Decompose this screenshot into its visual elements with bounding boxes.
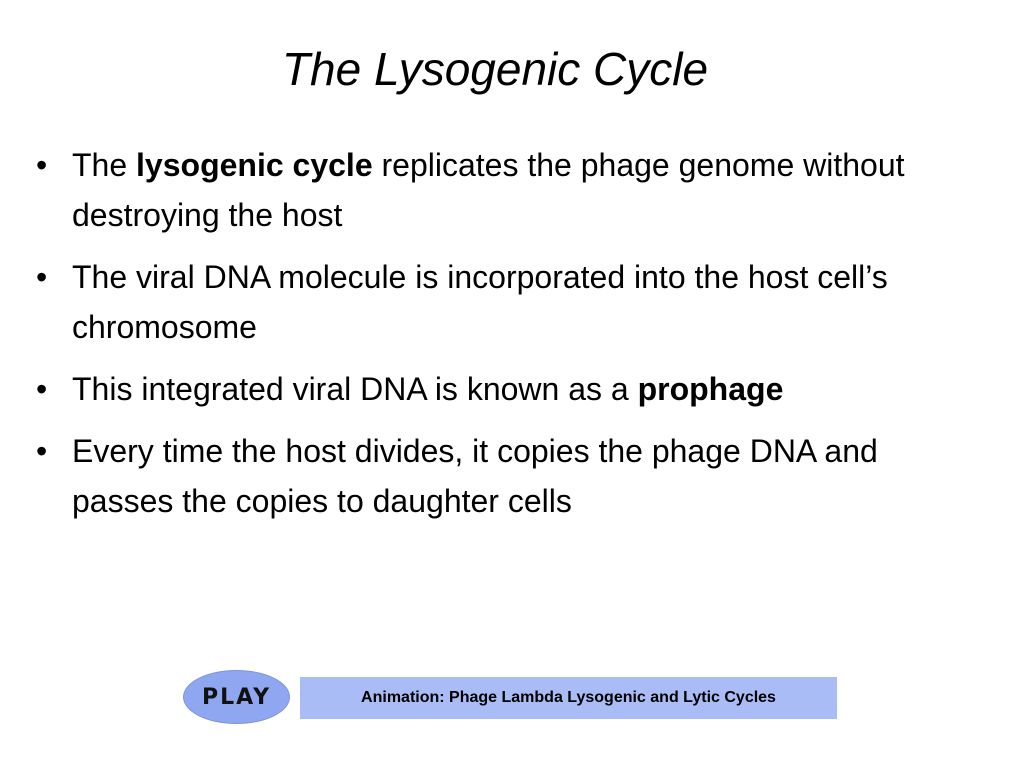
bullet-item-viral-dna [30,252,950,352]
bullet-bold-term: prophage [637,371,784,407]
bullet-dot: • [36,147,48,183]
bullet-text-start: The [72,147,137,183]
bullet-text: The viral DNA molecule is incorporated into the host cell’s chromosome [72,259,888,345]
bullet-text: Every time the host divides, it copies the phage DNA and passes the copies to daughter cells [72,433,878,519]
bullet-item-prophage [30,364,950,414]
animation-link[interactable]: Animation: Phage Lambda Lysogenic and Lytic Cycles [300,677,837,719]
bullet-item-lysogenic-cycle [30,140,950,240]
bullet-text-start: This integrated viral DNA is known as a [72,371,638,407]
bullet-text-end: replicates the phage genome without destroying the host [72,147,905,233]
slide-title: The Lysogenic Cycle [281,42,709,95]
bullet-item-host-divides [30,426,950,526]
bullet-dot: • [36,371,48,407]
bullet-dot: • [36,259,48,295]
bullet-dot: • [36,433,48,469]
bullet-list [30,140,950,538]
bullet-bold-term: lysogenic cycle [136,147,373,183]
play-button[interactable]: PLAY [183,670,290,724]
